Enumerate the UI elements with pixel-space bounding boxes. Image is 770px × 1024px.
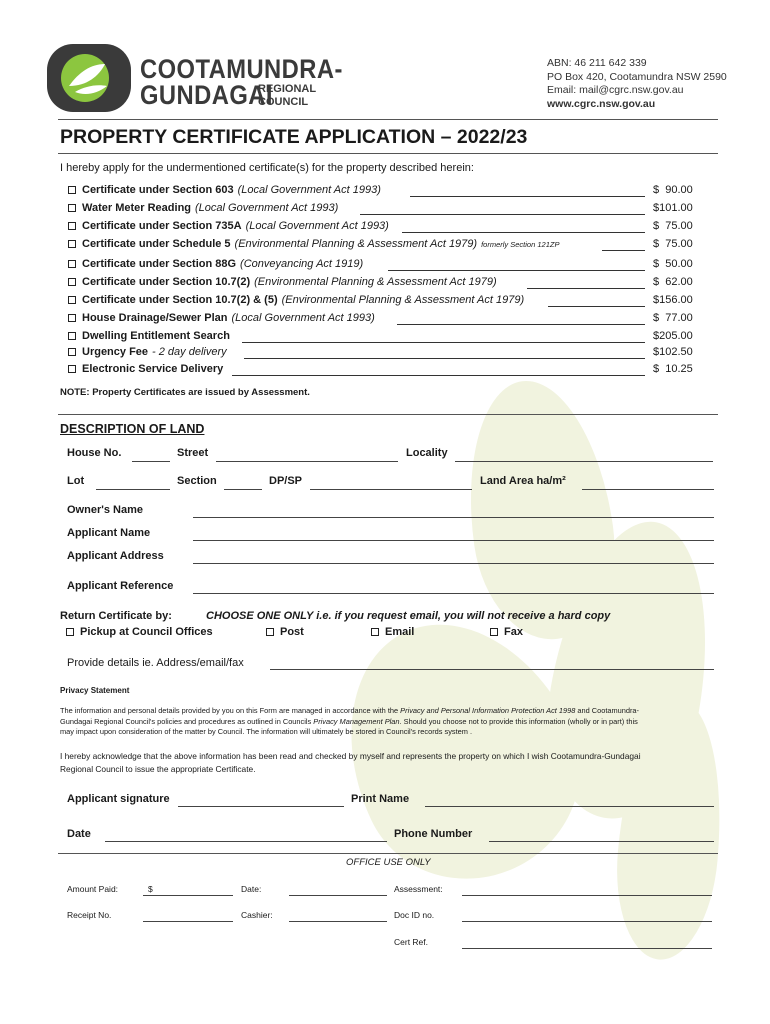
- certificate-row[interactable]: [68, 312, 375, 324]
- land-heading: DESCRIPTION OF LAND: [60, 422, 205, 436]
- cert-ref-field[interactable]: [462, 948, 712, 949]
- receipt-label: Receipt No.: [67, 910, 112, 920]
- doc-id-field[interactable]: [462, 921, 712, 922]
- page-title: PROPERTY CERTIFICATE APPLICATION – 2022/23: [60, 126, 528, 148]
- certificate-price: $205.00: [653, 330, 693, 342]
- office-rule: [58, 853, 718, 854]
- cashier-label: Cashier:: [241, 910, 273, 920]
- doc-id-label: Doc ID no.: [394, 910, 435, 920]
- applicant-signature-field[interactable]: [178, 806, 344, 807]
- contact-block: [547, 57, 727, 111]
- applicant-signature-label: Applicant signature: [67, 793, 170, 805]
- certificate-price: $ 62.00: [653, 276, 693, 288]
- acknowledge-text: [60, 750, 641, 775]
- phone-label: Phone Number: [394, 828, 473, 840]
- certificate-checkbox[interactable]: [68, 296, 76, 304]
- cert-ref-label: Cert Ref.: [394, 937, 429, 947]
- privacy-line3: may impact upon consideration of the matter by Council. The information will ultimately be stored in Council's records system .: [60, 727, 473, 736]
- privacy-act: Privacy and Personal Information Protection Act 1998: [400, 706, 576, 715]
- certificate-name: Certificate under Section 88G: [82, 258, 237, 270]
- owners-name-field[interactable]: [193, 517, 714, 518]
- details-label: Provide details ie. Address/email/fax: [67, 657, 244, 669]
- locality-field[interactable]: [455, 461, 713, 462]
- certificate-act: (Local Government Act 1993): [237, 184, 381, 196]
- certificate-price: $ 50.00: [653, 258, 693, 270]
- date-field[interactable]: [105, 841, 387, 842]
- return-instruction: CHOOSE ONE ONLY i.e. if you request email, you will not receive a hard copy: [206, 610, 611, 622]
- note-text: NOTE: Property Certificates are issued by Assessment.: [60, 387, 310, 398]
- privacy-heading: Privacy Statement: [60, 686, 130, 695]
- print-name-label: Print Name: [351, 793, 410, 805]
- certificate-act: (Environmental Planning & Assessment Act 1979): [281, 294, 525, 306]
- option-pickup[interactable]: [66, 626, 213, 638]
- contact-email: Email: mail@cgrc.nsw.gov.au: [547, 84, 684, 96]
- privacy-line1c: and Cootamundra-: [575, 706, 640, 715]
- certificate-row[interactable]: [68, 220, 389, 232]
- logo-council: COUNCIL: [258, 96, 309, 108]
- option-post-label: Post: [280, 626, 304, 638]
- privacy-text: [60, 706, 720, 738]
- option-post[interactable]: [266, 626, 304, 638]
- certificate-price: $101.00: [653, 202, 693, 214]
- owners-name-label: Owner's Name: [67, 504, 143, 516]
- section-field[interactable]: [224, 489, 262, 490]
- title-rule: [58, 153, 718, 154]
- certificate-name: Certificate under Section 10.7(2) & (5): [82, 294, 278, 306]
- details-field[interactable]: [270, 669, 714, 670]
- locality-label: Locality: [406, 447, 448, 459]
- certificate-price: $102.50: [653, 346, 693, 358]
- certificate-checkbox[interactable]: [68, 260, 76, 268]
- amount-paid-field[interactable]: [143, 895, 233, 896]
- intro-text: I hereby apply for the undermentioned certificate(s) for the property described herein:: [60, 162, 474, 174]
- street-field[interactable]: [216, 461, 398, 462]
- certificate-checkbox[interactable]: [68, 240, 76, 248]
- certificate-price: $ 75.00: [653, 238, 693, 250]
- certificate-name: Dwelling Entitlement Search: [82, 330, 230, 342]
- abn: ABN: 46 211 642 339: [547, 57, 647, 69]
- certificate-leader-line: [388, 270, 645, 271]
- certificate-checkbox[interactable]: [68, 278, 76, 286]
- lot-label: Lot: [67, 475, 85, 487]
- applicant-name-field[interactable]: [193, 540, 714, 541]
- certificate-leader-line: [242, 342, 645, 343]
- assessment-field[interactable]: [462, 895, 712, 896]
- phone-field[interactable]: [489, 841, 714, 842]
- certificate-act: (Environmental Planning & Assessment Act 1979): [254, 276, 497, 288]
- header-rule: [58, 119, 718, 120]
- certificate-checkbox[interactable]: [68, 314, 76, 322]
- option-email[interactable]: [371, 626, 414, 638]
- section-rule: [58, 414, 718, 415]
- date-label: Date: [67, 828, 91, 840]
- certificate-row[interactable]: [68, 276, 497, 288]
- land-area-field[interactable]: [582, 489, 714, 490]
- privacy-line2a: Gundagai Regional Council's policies and procedures as outlined in Councils: [60, 716, 314, 726]
- applicant-name-label: Applicant Name: [67, 527, 151, 539]
- certificate-act: (Environmental Planning & Assessment Act 1979): [234, 238, 478, 250]
- certificate-row[interactable]: [68, 294, 524, 306]
- certificate-checkbox[interactable]: [68, 365, 76, 373]
- certificate-row[interactable]: [68, 258, 363, 270]
- section-label: Section: [177, 475, 217, 487]
- certificate-checkbox[interactable]: [68, 186, 76, 194]
- certificate-row[interactable]: [68, 346, 227, 358]
- office-heading: OFFICE USE ONLY: [346, 857, 431, 868]
- certificate-note: formerly Section 121ZP: [481, 240, 560, 249]
- dpsp-field[interactable]: [310, 489, 472, 490]
- certificate-name: House Drainage/Sewer Plan: [82, 312, 228, 324]
- certificate-act: (Conveyancing Act 1919): [240, 258, 364, 270]
- return-label: Return Certificate by:: [60, 610, 172, 622]
- house-no-field[interactable]: [132, 461, 170, 462]
- privacy-line2c: . Should you choose not to provide this information (wholly or in part) this: [399, 716, 638, 726]
- certificate-leader-line: [360, 214, 645, 215]
- po-box: PO Box 420, Cootamundra NSW 2590: [547, 70, 727, 83]
- email-checkbox[interactable]: [371, 628, 379, 636]
- certificate-act: (Local Government Act 1993): [231, 312, 375, 324]
- certificate-name: Urgency Fee: [82, 346, 149, 358]
- certificate-checkbox[interactable]: [68, 348, 76, 356]
- certificate-leader-line: [527, 288, 645, 289]
- house-no-label: House No.: [67, 447, 122, 459]
- logo-line2: GUNDAGAI: [140, 80, 273, 110]
- certificate-name: Water Meter Reading: [82, 202, 192, 214]
- print-name-field[interactable]: [425, 806, 714, 807]
- contact-web: www.cgrc.nsw.gov.au: [547, 97, 656, 110]
- certificate-price: $156.00: [653, 294, 693, 306]
- certificate-row[interactable]: [68, 238, 559, 250]
- certificate-leader-line: [232, 375, 645, 376]
- certificate-row[interactable]: [68, 363, 223, 375]
- cashier-field[interactable]: [289, 921, 387, 922]
- certificate-price: $ 77.00: [653, 312, 693, 324]
- fax-checkbox[interactable]: [490, 628, 498, 636]
- applicant-address-field[interactable]: [193, 563, 714, 564]
- certificate-checkbox[interactable]: [68, 332, 76, 340]
- certificate-act: (Local Government Act 1993): [195, 202, 339, 214]
- certificate-act: (Local Government Act 1993): [245, 220, 389, 232]
- acknowledge-line1: I hereby acknowledge that the above information has been read and checked by myself and represents the property on which I wish Cootamundra-Gundagai: [60, 751, 641, 761]
- certificate-name: Certificate under Section 10.7(2): [82, 276, 251, 288]
- post-checkbox[interactable]: [266, 628, 274, 636]
- certificate-name: Electronic Service Delivery: [82, 363, 224, 375]
- certificate-row[interactable]: [68, 184, 381, 196]
- certificate-price: $ 10.25: [653, 363, 693, 375]
- applicant-address-label: Applicant Address: [67, 550, 164, 562]
- certificate-price: $ 75.00: [653, 220, 693, 232]
- certificate-leader-line: [548, 306, 645, 307]
- amount-paid-label: Amount Paid:: [67, 884, 119, 894]
- certificate-checkbox[interactable]: [68, 222, 76, 230]
- pickup-checkbox[interactable]: [66, 628, 74, 636]
- certificate-name: Certificate under Schedule 5: [82, 238, 231, 250]
- dpsp-label: DP/SP: [269, 475, 303, 487]
- office-date-field[interactable]: [289, 895, 387, 896]
- assessment-label: Assessment:: [394, 884, 443, 894]
- land-area-label: Land Area ha/m²: [480, 475, 566, 487]
- dollar-sign: $: [148, 884, 153, 894]
- privacy-line1a: The information and personal details provided by you on this Form are managed in accordance with the: [60, 706, 401, 715]
- applicant-reference-label: Applicant Reference: [67, 580, 174, 592]
- logo-line1: COOTAMUNDRA-: [140, 54, 343, 84]
- logo-regional: REGIONAL: [258, 83, 317, 95]
- certificate-leader-line: [402, 232, 645, 233]
- certificate-row[interactable]: [68, 202, 338, 214]
- certificate-price: $ 90.00: [653, 184, 693, 196]
- receipt-field[interactable]: [143, 921, 233, 922]
- office-date-label: Date:: [241, 884, 262, 894]
- certificate-leader-line: [244, 358, 645, 359]
- lot-field[interactable]: [96, 489, 170, 490]
- certificate-name: Certificate under Section 735A: [82, 220, 242, 232]
- certificate-act: - 2 day delivery: [152, 346, 227, 358]
- certificate-leader-line: [410, 196, 645, 197]
- option-email-label: Email: [385, 626, 415, 638]
- certificate-leader-line: [602, 250, 645, 251]
- option-fax-label: Fax: [504, 626, 523, 638]
- option-fax[interactable]: [490, 626, 523, 638]
- certificate-name: Certificate under Section 603: [82, 184, 234, 196]
- certificate-row[interactable]: [68, 330, 230, 342]
- acknowledge-line2: Regional Council to issue the appropriate Certificate.: [60, 763, 256, 774]
- privacy-plan: Privacy Management Plan: [313, 716, 400, 726]
- certificate-leader-line: [397, 324, 645, 325]
- council-logo: [45, 42, 135, 114]
- street-label: Street: [177, 447, 209, 459]
- certificate-checkbox[interactable]: [68, 204, 76, 212]
- applicant-reference-field[interactable]: [193, 593, 714, 594]
- option-pickup-label: Pickup at Council Offices: [80, 626, 213, 638]
